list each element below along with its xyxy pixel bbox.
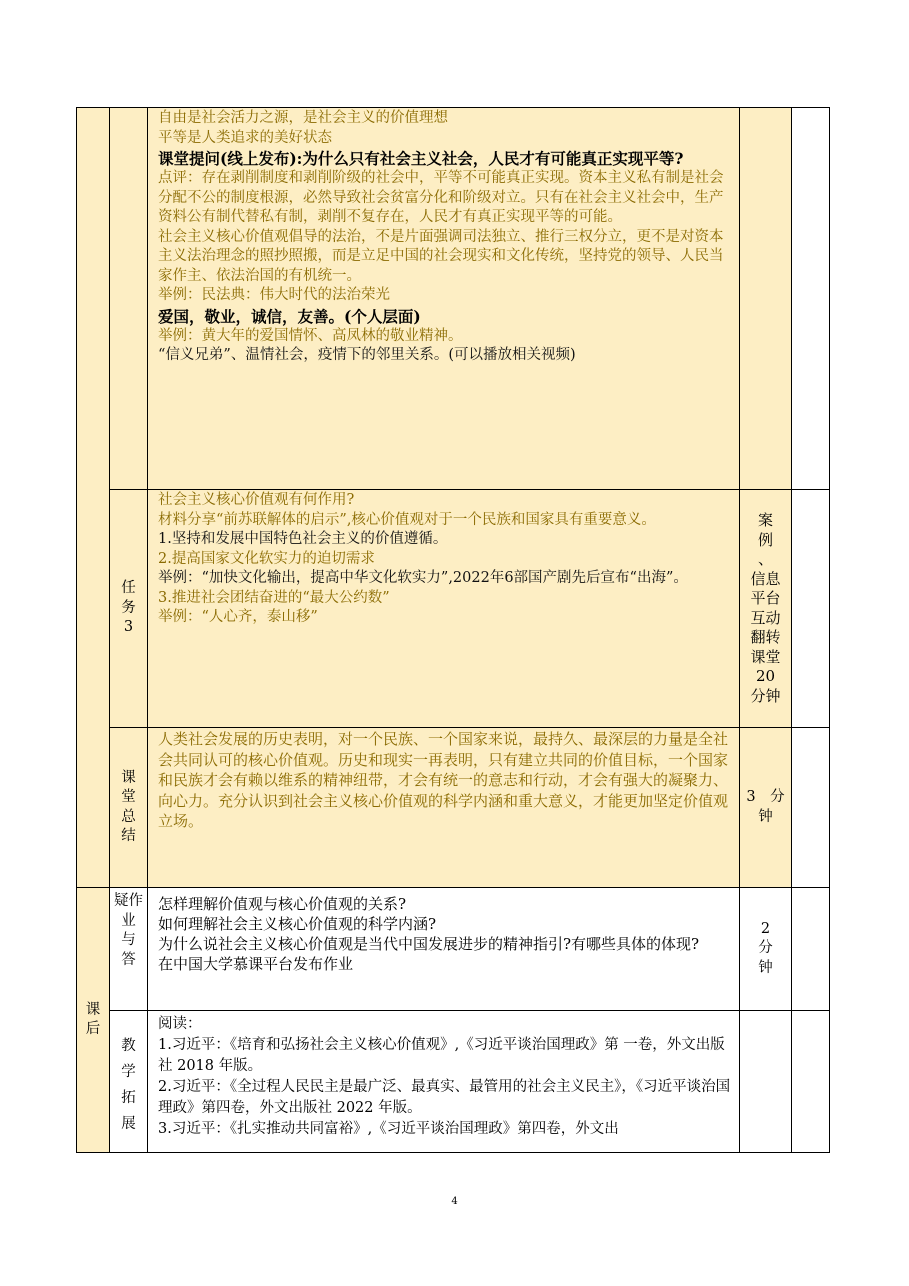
- row1-content: [148, 108, 739, 368]
- label-char: 务: [121, 599, 136, 616]
- label-char: 拓: [121, 1090, 136, 1106]
- note-cell-row3: [792, 728, 830, 888]
- phase-cell-in-class: [77, 108, 110, 888]
- label-char: 业: [121, 912, 136, 929]
- method-char: 20: [755, 667, 776, 685]
- time-char: 3 分: [746, 789, 785, 805]
- content-line: 3.推进社会团结奋进的“最大公约数”: [158, 589, 390, 606]
- content-cell-row1: [148, 108, 740, 490]
- method-char: 课堂: [750, 647, 781, 666]
- content-line: 社会主义核心价值观倡导的法治，不是片面强调司法独立、推行三权分立，更不是对资本主义法治理念的照抄照搬，而是立足中国的社会现实和文化传统，坚持党的领导、人民当家作主、依法治国的有机统一。: [158, 228, 724, 284]
- extension-content: [148, 1011, 739, 1142]
- label-char: 堂: [121, 789, 136, 805]
- label-char: 与: [121, 932, 136, 948]
- content-line: 2.提高国家文化软实力的迫切需求: [158, 550, 375, 567]
- label-char: 课: [121, 769, 136, 786]
- content-line: 平等是人类追求的美好状态: [158, 129, 332, 146]
- method-char: 互动: [750, 608, 781, 627]
- content-line: 点评：存在剥削制度和剥削阶级的社会中，平等不可能真正实现。资本主义私有制是社会分配不公的制度根源，必然导致社会贫富分化和阶级对立。只有在社会主义社会中，生产资料公有制代替私有制，剥削不复存在，人民才有真正实现平等的可能。: [158, 170, 724, 225]
- content-line: 自由是社会活力之源，是社会主义的价值理想: [158, 110, 448, 126]
- content-line: 材料分享“前苏联解体的启示”,核心价值观对于一个民族和国家具有重要意义。: [158, 511, 656, 528]
- task3-label: [110, 490, 148, 728]
- label-char: 展: [121, 1116, 136, 1132]
- label-char: 学: [121, 1064, 136, 1080]
- method-char: 、: [757, 550, 773, 568]
- homework-content: [148, 888, 739, 976]
- content-line: 爱国，敬业，诚信，友善。(个人层面): [158, 306, 421, 326]
- lesson-plan-table: [76, 107, 830, 1153]
- note-cell-row2: [792, 490, 830, 728]
- page-number: 4: [451, 1196, 458, 1207]
- time-char: 钟: [758, 959, 773, 976]
- note-cell-row5: [792, 1011, 830, 1153]
- summary-time: [740, 728, 792, 888]
- reading-line: 1.习近平：《培育和弘扬社会主义核心价值观》,《习近平谈治国理政》第 一卷，外文出版社 2018 年版。: [158, 1037, 725, 1074]
- reading-line: 3.习近平：《扎实推动共同富裕》,《习近平谈治国理政》第四卷，外文出: [158, 1121, 619, 1137]
- content-cell-row2: [148, 490, 740, 728]
- phase-char: 课: [85, 1001, 101, 1018]
- homework-line: 为什么说社会主义核心价值观是当代中国发展进步的精神指引?有哪些具体的体现?: [158, 935, 700, 953]
- method-char: 信息: [750, 569, 781, 588]
- note-cell-row1: [792, 108, 830, 490]
- extension-time-cell: [740, 1011, 792, 1153]
- label-char: 教: [121, 1038, 136, 1054]
- method-char: 分钟: [750, 686, 781, 705]
- content-cell-row3: [148, 728, 740, 888]
- content-line: 社会主义核心价值观有何作用?: [158, 492, 355, 508]
- method-char: 翻转: [750, 628, 781, 646]
- extension-cell: [148, 1011, 740, 1153]
- label-char: 结: [121, 828, 136, 844]
- summary-text: 人类社会发展的历史表明，对一个民族、一个国家来说，最持久、最深层的力量是全社会共同认可的核心价值观。历史和现实一再表明，只有建立共同的价值目标，一个国家和民族才会有赖以维系的精神纽带，才会有统一的意志和行动，才会有强大的凝聚力、向心力。充分认识到社会主义核心价值观的科学内涵和重大意义，才能更加坚定价值观立场。: [158, 730, 729, 830]
- label-char: 任: [121, 580, 136, 597]
- phase-after-class: [77, 888, 110, 1153]
- reading-line: 2.习近平：《全过程人民民主是最广泛、最真实、最管用的社会主义民主》，《习近平谈治国理政》第四卷，外文出版社 2022 年版。: [158, 1079, 731, 1116]
- content-line: 举例：“人心齐，泰山移”: [158, 609, 318, 625]
- label-char: 答: [121, 951, 136, 968]
- note-cell-row4: [792, 888, 830, 1011]
- phase-char: 后: [85, 1021, 101, 1037]
- content-line: 1.坚持和发展中国特色社会主义的价值遵循。: [158, 531, 448, 547]
- label-char: 3: [123, 619, 134, 636]
- reading-line: 阅读：: [158, 1016, 202, 1032]
- method-char: 例: [757, 530, 773, 549]
- homework-cell: [148, 888, 740, 1011]
- time-char: 分: [758, 940, 773, 957]
- content-line: 课堂提问(线上发布):为什么只有社会主义社会，人民才有可能真正实现平等?: [158, 149, 684, 168]
- homework-time: [740, 888, 792, 1011]
- method-cell-row1: [740, 108, 792, 490]
- content-line: 举例：黄大年的爱国情怀、高凤林的敬业精神。: [158, 327, 463, 344]
- content-line: 举例：民法典：伟大时代的法治荣光: [158, 287, 390, 303]
- summary-label: [110, 728, 148, 888]
- content-line: “信义兄弟”、温情社会，疫情下的邻里关系。(可以播放相关视频): [158, 347, 576, 363]
- homework-line: 如何理解社会主义核心价值观的科学内涵?: [158, 915, 437, 933]
- task-label-cell: [110, 108, 148, 490]
- homework-line: 在中国大学慕课平台发布作业: [158, 955, 354, 973]
- content-line: 举例：“加快文化输出，提高中华文化软实力”,2022年6部国产剧先后宣布“出海”。: [158, 570, 688, 586]
- time-char: 钟: [758, 808, 773, 825]
- homework-label: [110, 888, 148, 1011]
- label-char: 疑作: [114, 893, 143, 909]
- homework-line: 怎样理解价值观与核心价值观的关系?: [158, 895, 407, 913]
- method-char: 平台: [750, 589, 781, 607]
- method-char: 案: [757, 511, 773, 529]
- row2-content: [148, 490, 739, 630]
- time-char: 2: [760, 920, 771, 937]
- label-char: 总: [121, 808, 136, 825]
- extension-label: [110, 1011, 148, 1153]
- task3-method-time: [740, 490, 792, 728]
